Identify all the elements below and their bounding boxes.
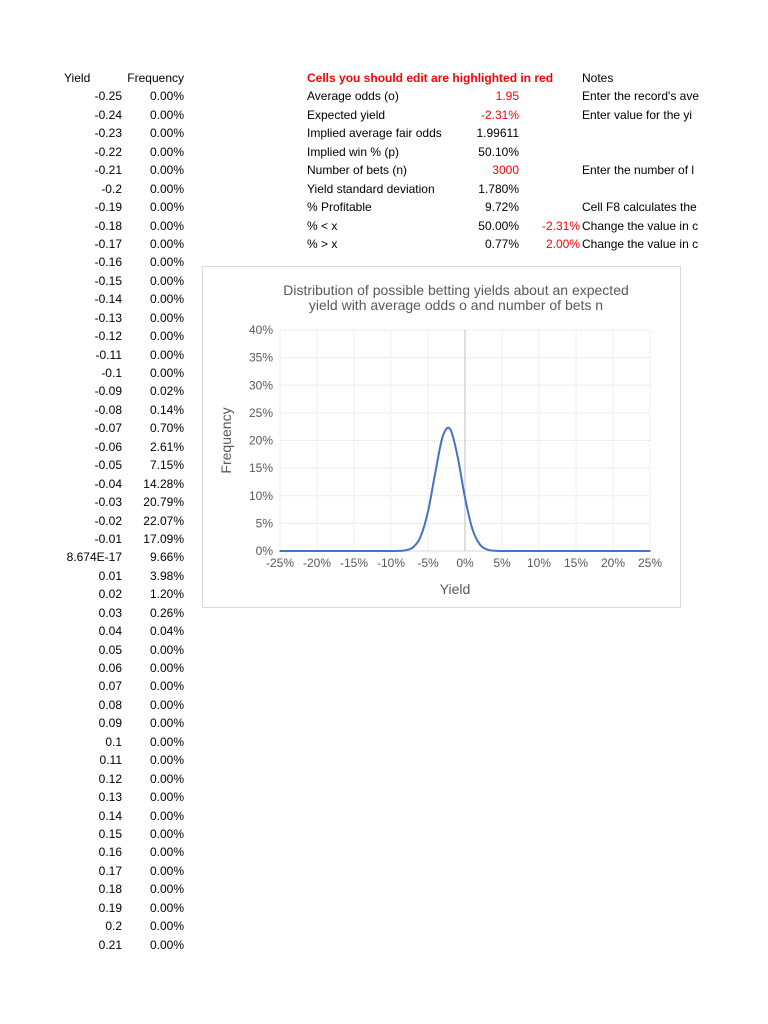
data-point — [575, 550, 577, 552]
x-tick-label: 5% — [493, 556, 511, 570]
param-label: Number of bets (n) — [307, 163, 408, 178]
yield-distribution-chart — [202, 266, 681, 608]
data-point — [375, 550, 377, 552]
data-point — [472, 528, 474, 530]
x-tick-label: 0% — [456, 556, 474, 570]
data-point — [649, 550, 651, 552]
frequency-cell: 0.00% — [149, 329, 184, 344]
param-note: Cell F8 calculates the — [582, 200, 697, 215]
data-point — [346, 550, 348, 552]
data-point — [568, 550, 570, 552]
yield-cell: 8.674E-17 — [66, 550, 122, 565]
data-point — [516, 550, 518, 552]
frequency-cell: 0.00% — [149, 347, 184, 362]
data-point — [501, 550, 503, 552]
yield-cell: 0.1 — [105, 734, 122, 749]
y-tick-label: 5% — [255, 516, 273, 531]
param-label: Average odds (o) — [307, 89, 399, 104]
frequency-header: Frequency — [127, 71, 184, 85]
yield-cell: 0.18 — [98, 882, 122, 897]
data-point — [412, 546, 414, 548]
frequency-cell: 0.00% — [149, 144, 184, 159]
yield-cell: -0.15 — [94, 273, 122, 288]
frequency-cell: 0.00% — [149, 882, 184, 897]
frequency-cell: 0.00% — [149, 292, 184, 307]
frequency-cell: 0.14% — [149, 402, 184, 417]
data-point — [442, 435, 444, 437]
data-point — [627, 550, 629, 552]
frequency-cell: 1.20% — [149, 587, 184, 602]
frequency-cell: 0.00% — [149, 366, 184, 380]
frequency-cell: 0.00% — [149, 697, 184, 712]
yield-cell: 0.2 — [105, 919, 122, 934]
data-point — [479, 544, 481, 546]
yield-cell: -0.07 — [94, 421, 122, 436]
x-tick-label: -25% — [265, 556, 295, 570]
data-point — [353, 550, 355, 552]
x-tick-label: -10% — [376, 556, 406, 570]
param-value: 0.77% — [484, 237, 519, 252]
param-label: Yield standard deviation — [307, 181, 435, 196]
param-value[interactable]: -2.31% — [480, 107, 519, 122]
data-point — [464, 497, 466, 499]
frequency-cell: 0.00% — [149, 790, 184, 805]
param-value[interactable]: 3000 — [492, 163, 519, 178]
data-point — [287, 550, 289, 552]
data-point — [642, 550, 644, 552]
frequency-cell: 0.00% — [149, 255, 184, 270]
yield-cell: 0.07 — [98, 679, 122, 694]
yield-cell: -0.08 — [94, 402, 122, 417]
frequency-cell: 0.00% — [149, 126, 184, 141]
yield-cell: -0.01 — [94, 531, 122, 546]
frequency-cell: 0.00% — [149, 900, 184, 915]
frequency-cell: 0.00% — [149, 236, 184, 251]
yield-cell: 0.11 — [99, 753, 122, 768]
param-note: Change the value in c — [582, 218, 699, 233]
x-tick-label: 15% — [563, 556, 589, 570]
frequency-cell: 9.66% — [149, 550, 184, 565]
yield-cell: -0.05 — [94, 458, 122, 473]
frequency-cell: 0.70% — [149, 421, 184, 436]
yield-cell: -0.06 — [94, 439, 122, 454]
yield-cell: 0.03 — [98, 605, 122, 620]
yield-cell: 0.09 — [98, 716, 122, 731]
param-value: 50.10% — [478, 144, 519, 159]
chart-canvas — [203, 267, 680, 607]
param-value[interactable]: 1.95 — [495, 89, 519, 104]
data-point — [531, 550, 533, 552]
frequency-cell: 0.00% — [149, 753, 184, 768]
yield-cell: 0.17 — [98, 863, 122, 878]
frequency-cell: 0.00% — [149, 310, 184, 325]
frequency-column — [124, 69, 184, 954]
frequency-cell: 0.00% — [149, 734, 184, 749]
data-point — [405, 549, 407, 551]
param-note: Change the value in c — [582, 237, 699, 252]
param-label: Implied average fair odds — [307, 126, 442, 141]
yield-cell: 0.06 — [98, 661, 122, 675]
chart-title-line: Distribution of possible betting yields about an expected — [283, 282, 629, 298]
frequency-cell: 14.28% — [143, 476, 184, 491]
data-point — [279, 550, 281, 552]
data-point — [494, 550, 496, 552]
data-point — [583, 550, 585, 552]
notes-header: Notes — [582, 71, 614, 85]
param-value: 50.00% — [478, 218, 519, 233]
data-point — [294, 550, 296, 552]
data-point — [331, 550, 333, 552]
y-tick-label: 30% — [248, 378, 273, 393]
param-label: % < x — [307, 218, 338, 233]
param-label: % Profitable — [307, 200, 372, 215]
data-point — [523, 550, 525, 552]
yield-cell: -0.25 — [94, 89, 122, 104]
frequency-cell: 22.07% — [143, 513, 184, 528]
frequency-cell: 0.00% — [149, 218, 184, 233]
yield-cell: 0.21 — [98, 937, 122, 952]
data-point — [427, 511, 429, 513]
yield-cell: 0.15 — [98, 826, 122, 841]
y-tick-label: 35% — [248, 350, 273, 365]
param-note: Enter the record's ave — [582, 89, 700, 104]
yield-cell: -0.12 — [94, 329, 122, 344]
x-tick-label: 10% — [526, 556, 552, 570]
yield-cell: 0.13 — [98, 790, 122, 805]
y-tick-label: 20% — [248, 433, 273, 448]
edit-instruction-heading: Cells you should edit are highlighted in red — [307, 71, 554, 85]
yield-cell: -0.09 — [94, 384, 122, 399]
yield-cell: -0.02 — [94, 513, 122, 528]
yield-cell: -0.24 — [94, 107, 122, 122]
data-point — [383, 550, 385, 552]
frequency-cell: 0.00% — [149, 107, 184, 122]
threshold-x-value[interactable]: -2.31% — [541, 218, 580, 233]
frequency-cell: 2.61% — [149, 439, 184, 454]
frequency-cell: 17.09% — [143, 531, 184, 546]
param-label: Implied win % (p) — [307, 144, 400, 159]
x-tick-label: 20% — [600, 556, 626, 570]
data-point — [509, 550, 511, 552]
data-point — [338, 550, 340, 552]
data-point — [546, 550, 548, 552]
frequency-cell: 0.00% — [149, 937, 184, 952]
data-point — [457, 456, 459, 458]
x-tick-label: -15% — [339, 556, 369, 570]
frequency-cell: 0.00% — [149, 163, 184, 178]
yield-cell: -0.2 — [101, 181, 122, 196]
yield-cell: -0.22 — [94, 144, 122, 159]
frequency-cell: 0.00% — [149, 181, 184, 196]
y-tick-label: 10% — [248, 488, 273, 503]
frequency-cell: 0.00% — [149, 863, 184, 878]
yield-cell: -0.18 — [94, 218, 122, 233]
data-point — [301, 550, 303, 552]
data-point — [435, 471, 437, 473]
yield-header: Yield — [64, 71, 91, 85]
param-value: 9.72% — [484, 200, 519, 215]
frequency-cell: 0.00% — [149, 771, 184, 786]
yield-cell: -0.17 — [94, 236, 122, 251]
chart-title-line: yield with average odds o and number of bets n — [308, 297, 604, 313]
data-point — [324, 550, 326, 552]
data-point — [449, 428, 451, 430]
data-point — [398, 550, 400, 552]
yield-cell: -0.11 — [95, 347, 122, 362]
x-axis-label: Yield — [439, 581, 471, 597]
y-axis-label: Frequency — [218, 407, 234, 474]
x-tick-label: -20% — [302, 556, 332, 570]
data-point — [486, 549, 488, 551]
frequency-cell: 0.00% — [149, 679, 184, 694]
yield-cell: -0.04 — [94, 476, 122, 491]
frequency-cell: 0.00% — [149, 200, 184, 215]
frequency-cell: 0.00% — [149, 716, 184, 731]
data-point — [605, 550, 607, 552]
data-point — [612, 550, 614, 552]
y-tick-label: 25% — [248, 405, 273, 420]
param-label: % > x — [307, 237, 338, 252]
yield-cell: 0.01 — [98, 568, 122, 583]
frequency-cell: 3.98% — [149, 568, 184, 583]
yield-cell: 0.05 — [98, 642, 122, 657]
frequency-cell: 0.00% — [149, 826, 184, 841]
data-point — [620, 550, 622, 552]
param-value: 1.780% — [478, 181, 519, 196]
yield-cell: 0.14 — [98, 808, 122, 823]
yield-cell: 0.08 — [98, 697, 122, 712]
frequency-cell: 0.02% — [149, 384, 184, 399]
yield-cell: -0.21 — [94, 163, 122, 178]
data-point — [538, 550, 540, 552]
data-point — [368, 550, 370, 552]
frequency-cell: 0.00% — [149, 661, 184, 675]
yield-cell: -0.16 — [94, 255, 122, 270]
x-tick-label: 25% — [637, 556, 663, 570]
y-tick-label: 0% — [255, 544, 273, 558]
data-point — [361, 550, 363, 552]
param-label: Expected yield — [307, 107, 386, 122]
yield-cell: -0.13 — [94, 310, 122, 325]
yield-cell: -0.03 — [94, 495, 122, 510]
param-note: Enter value for the yi — [582, 107, 693, 122]
yield-cell: 0.12 — [98, 771, 122, 786]
data-point — [590, 550, 592, 552]
yield-cell: 0.19 — [98, 900, 122, 915]
data-point — [634, 550, 636, 552]
frequency-cell: 0.00% — [149, 642, 184, 657]
yield-cell: 0.04 — [98, 624, 122, 639]
yield-cell: 0.02 — [98, 587, 122, 602]
yield-cell: 0.16 — [98, 845, 122, 860]
frequency-cell: 0.00% — [149, 273, 184, 288]
yield-cell: -0.19 — [94, 200, 122, 215]
data-point — [597, 550, 599, 552]
parameters-panel — [300, 69, 703, 259]
frequency-cell: 7.15% — [149, 458, 184, 473]
data-point — [560, 550, 562, 552]
frequency-cell: 0.00% — [149, 845, 184, 860]
param-note: Enter the number of l — [582, 163, 695, 178]
frequency-cell: 0.26% — [149, 605, 184, 620]
frequency-cell: 0.00% — [149, 89, 184, 104]
data-point — [553, 550, 555, 552]
data-point — [420, 536, 422, 538]
frequency-cell: 0.00% — [149, 919, 184, 934]
data-point — [316, 550, 318, 552]
frequency-cell: 0.00% — [149, 808, 184, 823]
data-point — [309, 550, 311, 552]
yield-cell: -0.1 — [101, 366, 122, 380]
y-tick-label: 40% — [248, 323, 273, 337]
y-tick-label: 15% — [248, 461, 273, 476]
yield-column — [20, 69, 122, 954]
frequency-cell: 20.79% — [143, 495, 184, 510]
threshold-x-value[interactable]: 2.00% — [545, 237, 580, 252]
yield-cell: -0.23 — [94, 126, 122, 141]
data-point — [390, 550, 392, 552]
frequency-cell: 0.04% — [149, 624, 184, 639]
yield-cell: -0.14 — [94, 292, 122, 307]
x-tick-label: -5% — [417, 556, 439, 570]
param-value: 1.99611 — [476, 126, 519, 141]
